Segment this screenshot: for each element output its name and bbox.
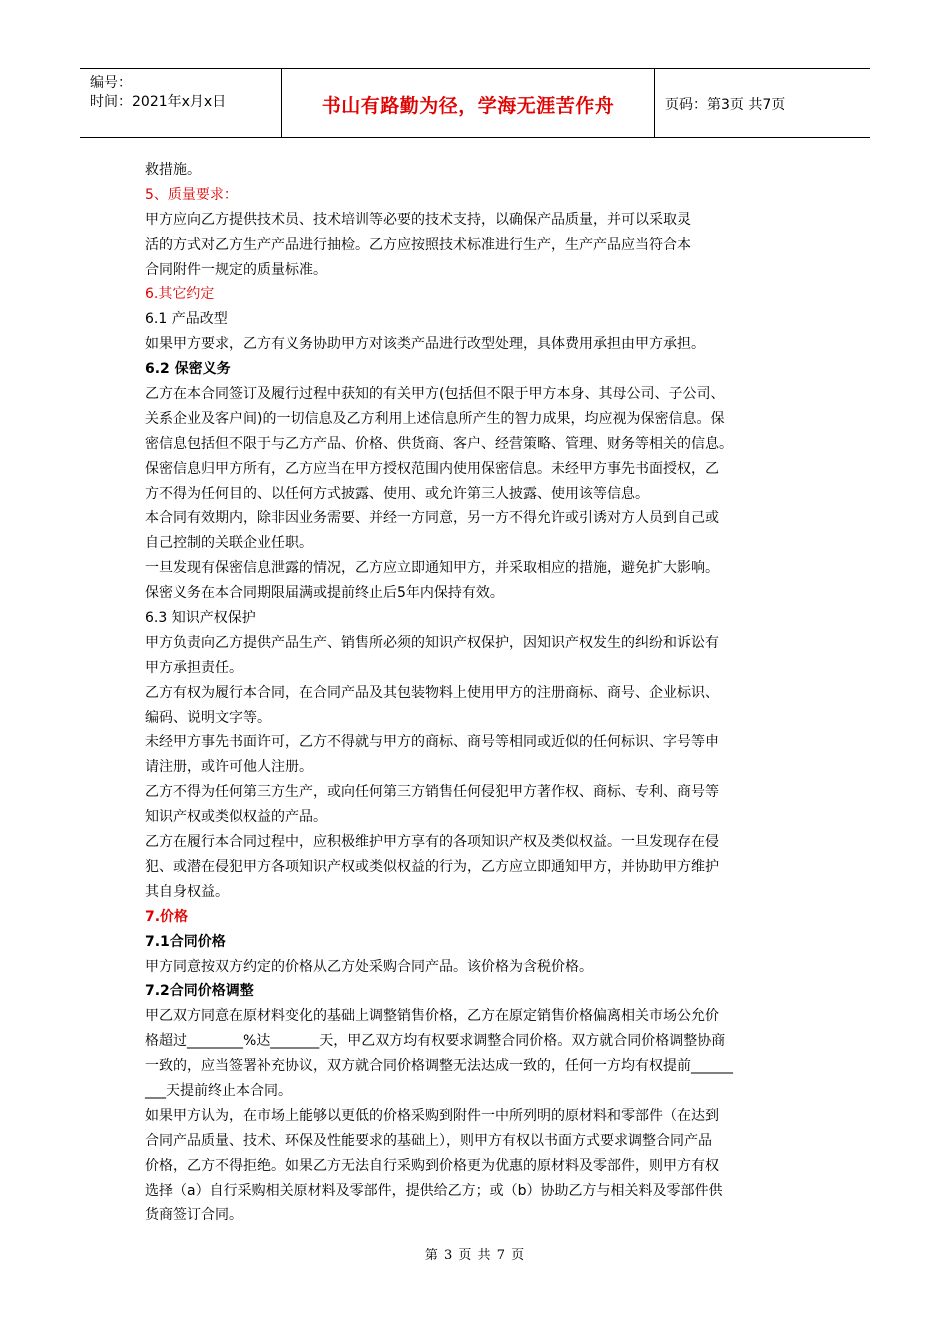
text-line: 保密义务在本合同期限届满或提前终止后5年内保持有效。 bbox=[145, 585, 504, 602]
text-line: 犯、或潜在侵犯甲方各项知识产权或类似权益的行为，乙方应立即通知甲方，并协助甲方维护 bbox=[145, 858, 719, 875]
text-line: 乙方在本合同签订及履行过程中获知的有关甲方(包括但不限于甲方本身、其母公司、子公司、 bbox=[145, 386, 725, 403]
header-divider bbox=[654, 69, 655, 137]
text-line: 密信息包括但不限于与乙方产品、价格、供货商、客户、经营策略、管理、财务等相关的信息。 bbox=[145, 435, 733, 452]
text-line: 价格，乙方不得拒绝。如果乙方无法自行采购到价格更为优惠的原材料及零部件，则甲方有权 bbox=[145, 1157, 719, 1174]
text-line: 一旦发现有保密信息泄露的情况，乙方应立即通知甲方，并采取相应的措施，避免扩大影响。 bbox=[145, 560, 719, 577]
text-line: 甲方同意按双方约定的价格从乙方处采购合同产品。该价格为含税价格。 bbox=[145, 958, 593, 975]
text-line: 如果甲方认为，在市场上能够以更低的价格采购到附件一中所列明的原材料和零部件（在达到 bbox=[145, 1107, 719, 1124]
text-line: 货商签订合同。 bbox=[145, 1207, 243, 1224]
text-line: 7.价格 bbox=[145, 908, 189, 925]
text-line: 7.2合同价格调整 bbox=[145, 983, 254, 1000]
text-line: 知识产权或类似权益的产品。 bbox=[145, 809, 327, 826]
text-line: 甲方应向乙方提供技术员、技术培训等必要的技术支持，以确保产品质量，并可以采取灵 bbox=[145, 211, 691, 228]
text-line: 关系企业及客户间)的一切信息及乙方利用上述信息所产生的智力成果，均应视为保密信息。保 bbox=[145, 410, 725, 427]
text-line: 乙方有权为履行本合同，在合同产品及其包装物料上使用甲方的注册商标、商号、企业标识、 bbox=[145, 684, 719, 701]
text-line: 7.1合同价格 bbox=[145, 933, 226, 950]
text-line: 甲乙双方同意在原材料变化的基础上调整销售价格，乙方在原定销售价格偏离相关市场公允价 bbox=[145, 1008, 719, 1025]
text-line: 救措施。 bbox=[145, 162, 201, 178]
text-line: 6.其它约定 bbox=[145, 286, 215, 303]
doc-number-label: 编号： bbox=[90, 75, 132, 91]
text-line: 甲方负责向乙方提供产品生产、销售所必须的知识产权保护，因知识产权发生的纠纷和诉讼有 bbox=[145, 634, 719, 651]
time-label: 时间：2021年x月x日 bbox=[90, 94, 227, 110]
text-line: 编码、说明文字等。 bbox=[145, 709, 271, 726]
text-line: 甲方承担责任。 bbox=[145, 659, 243, 676]
text-line: 方不得为任何目的、以任何方式披露、使用、或允许第三人披露、使用该等信息。 bbox=[145, 485, 649, 502]
text-line: 其自身权益。 bbox=[145, 883, 229, 900]
text-line: 乙方不得为任何第三方生产，或向任何第三方销售任何侵犯甲方著作权、商标、专利、商号等 bbox=[145, 784, 719, 801]
text-line: 格超过________%达_______天，甲乙双方均有权要求调整合同价格。双方就合同价格调整协商 bbox=[145, 1033, 726, 1050]
page-footer: 第 3 页 共 7 页 bbox=[424, 1248, 526, 1263]
text-line: 6.2 保密义务 bbox=[145, 361, 231, 378]
text-line: 合同产品质量、技术、环保及性能要求的基础上），则甲方有权以书面方式要求调整合同产品 bbox=[145, 1132, 712, 1149]
text-line: 活的方式对乙方生产产品进行抽检。乙方应按照技术标准进行生产，生产产品应当符合本 bbox=[145, 236, 691, 253]
text-line: 保密信息归甲方所有，乙方应当在甲方授权范围内使用保密信息。未经甲方事先书面授权，乙 bbox=[145, 460, 719, 477]
header-page-info: 页码：第3页 共7页 bbox=[665, 97, 786, 113]
text-line: 未经甲方事先书面许可，乙方不得就与甲方的商标、商号等相同或近似的任何标识、字号等申 bbox=[145, 734, 719, 751]
text-line: 如果甲方要求，乙方有义务协助甲方对该类产品进行改型处理，具体费用承担由甲方承担。 bbox=[145, 336, 705, 353]
document-body bbox=[145, 158, 813, 1228]
text-line: 自己控制的关联企业任职。 bbox=[145, 535, 313, 552]
text-line: 请注册，或许可他人注册。 bbox=[145, 759, 313, 776]
text-line: 5、质量要求： bbox=[145, 186, 238, 203]
header-meta bbox=[90, 74, 226, 112]
text-line: 本合同有效期内，除非因业务需要、并经一方同意，另一方不得允许或引诱对方人员到自己或 bbox=[145, 510, 719, 527]
text-line: ___天提前终止本合同。 bbox=[145, 1082, 292, 1099]
text-line: 选择（a）自行采购相关原材料及零部件，提供给乙方；或（b）协助乙方与相关料及零部件供 bbox=[145, 1182, 723, 1199]
page-header bbox=[80, 68, 870, 138]
header-motto: 书山有路勤为径，学海无涯苦作舟 bbox=[321, 95, 615, 117]
text-line: 乙方在履行本合同过程中，应积极维护甲方享有的各项知识产权及类似权益。一旦发现存在侵 bbox=[145, 834, 719, 851]
text-line: 6.1 产品改型 bbox=[145, 311, 228, 328]
text-line: 合同附件一规定的质量标准。 bbox=[145, 261, 327, 278]
text-line: 6.3 知识产权保护 bbox=[145, 610, 256, 627]
text-line: 一致的，应当签署补充协议，双方就合同价格调整无法达成一致的，任何一方均有权提前______ bbox=[145, 1058, 733, 1075]
